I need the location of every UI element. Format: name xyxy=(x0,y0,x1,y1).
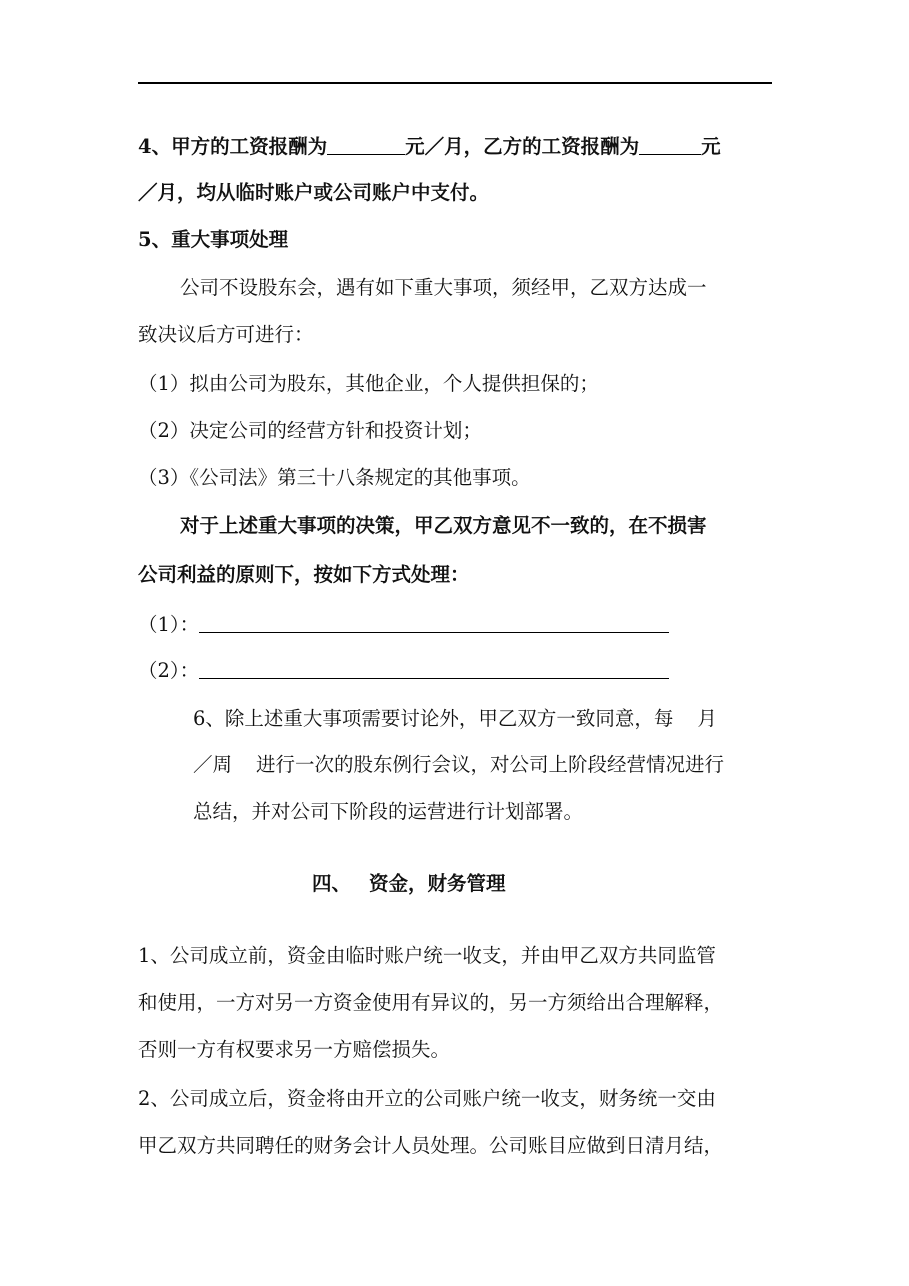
decision-line2: 公司利益的原则下，按如下方式处理： xyxy=(138,563,470,586)
major-intro-line2: 致决议后方可进行： xyxy=(138,323,314,346)
way-2-label: （2）： xyxy=(138,659,200,682)
finance-line-4: 2、公司成立后，资金将由开立的公司账户统一收支，财务统一交由 xyxy=(138,1087,716,1110)
major-item-1: （1）拟由公司为股东，其他企业，个人提供担保的； xyxy=(138,372,599,395)
finance-line-2: 和使用，一方对另一方资金使用有异议的，另一方须给出合理解释， xyxy=(138,991,724,1014)
meeting-text-a: 6、除上述重大事项需要讨论外，甲乙双方一致同意，每 xyxy=(193,707,674,730)
salary-party-a-label: 4、甲方的工资报酬为 xyxy=(138,135,328,158)
salary-b-blank xyxy=(639,134,701,155)
meeting-line1 xyxy=(193,707,717,731)
section-4-number: 四、 xyxy=(312,872,352,895)
major-intro-line1: 公司不设股东会，遇有如下重大事项，须经甲，乙双方达成一 xyxy=(180,276,707,299)
meeting-text-d: 进行一次的股东例行会议，对公司上阶段经营情况进行 xyxy=(256,753,725,776)
meeting-month: 月 xyxy=(697,707,717,730)
way-2 xyxy=(138,658,669,683)
finance-line-5: 甲乙双方共同聘任的财务会计人员处理。公司账目应做到日清月结， xyxy=(138,1134,724,1157)
meeting-line3: 总结，并对公司下阶段的运营进行计划部署。 xyxy=(193,800,584,823)
salary-clause-line2: ／月，均从临时账户或公司账户中支付。 xyxy=(138,181,490,204)
meeting-week: ／周 xyxy=(193,753,233,776)
salary-a-blank xyxy=(327,134,405,155)
decision-line1: 对于上述重大事项的决策，甲乙双方意见不一致的，在不损害 xyxy=(180,514,707,537)
major-matters-heading: 5、重大事项处理 xyxy=(138,228,289,251)
way-1-label: （1）： xyxy=(138,613,200,636)
finance-line-1: 1、公司成立前，资金由临时账户统一收支，并由甲乙双方共同监管 xyxy=(138,944,716,967)
salary-party-b-label: 元／月，乙方的工资报酬为 xyxy=(405,135,640,158)
section-4-title xyxy=(312,872,506,896)
salary-unit: 元 xyxy=(701,135,721,158)
section-4-heading: 资金，财务管理 xyxy=(369,872,506,895)
major-item-2: （2）决定公司的经营方针和投资计划； xyxy=(138,419,482,442)
meeting-line2 xyxy=(193,753,724,777)
header-rule xyxy=(138,82,772,84)
way-1-blank xyxy=(199,612,669,633)
finance-line-3: 否则一方有权要求另一方赔偿损失。 xyxy=(138,1038,451,1061)
way-1 xyxy=(138,612,669,637)
salary-clause-line1 xyxy=(138,134,721,159)
major-item-3: （3）《公司法》第三十八条规定的其他事项。 xyxy=(138,466,531,489)
way-2-blank xyxy=(199,658,669,679)
